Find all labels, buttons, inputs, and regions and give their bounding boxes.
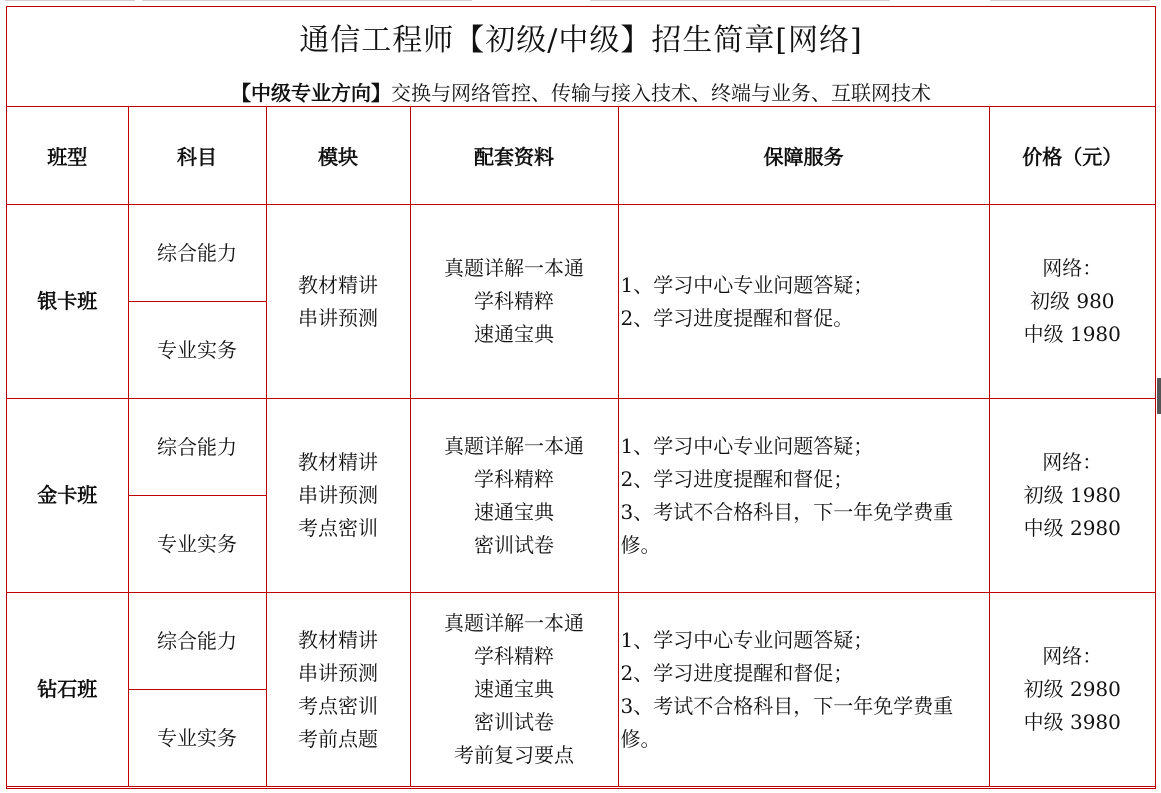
module-item: 考点密训 [298, 516, 378, 540]
table-row [7, 205, 1155, 302]
subject-cell: 专业实务 [128, 302, 266, 399]
class-name-cell: 金卡班 [7, 399, 128, 593]
class-name-cell: 银卡班 [7, 205, 128, 399]
column-header: 班型 [7, 107, 128, 205]
module-item: 考点密训 [298, 693, 378, 718]
module-item: 考前点题 [298, 726, 378, 751]
module-item: 教材精讲 [298, 627, 378, 652]
price-intermediate: 中级 1980 [1023, 322, 1121, 346]
module-item: 教材精讲 [298, 272, 378, 297]
material-item: 真题详解一本通 [444, 433, 584, 458]
price-junior: 初级 2980 [1023, 677, 1121, 701]
service-item: 1、学习中心专业问题答疑； [620, 433, 874, 458]
course-table [7, 107, 1155, 787]
column-header: 保障服务 [618, 107, 989, 205]
table-row [7, 593, 1155, 690]
service-item: 2、学习进度提醒和督促。 [620, 305, 854, 330]
module-item: 串讲预测 [298, 660, 378, 685]
table-row [7, 399, 1155, 496]
subject-cell: 专业实务 [128, 496, 266, 593]
price-intermediate: 中级 2980 [1023, 516, 1121, 540]
subtitle-text: 交换与网络管控、传输与接入技术、终端与业务、互联网技术 [391, 81, 931, 105]
module-item: 串讲预测 [298, 305, 378, 330]
service-item: 2、学习进度提醒和督促； [620, 660, 854, 685]
module-item: 串讲预测 [298, 483, 378, 507]
price-label: 网络： [1042, 256, 1103, 280]
material-item: 速通宝典 [474, 499, 554, 524]
subject-cell: 专业实务 [128, 690, 266, 787]
column-header: 配套资料 [410, 107, 618, 205]
material-item: 学科精粹 [474, 466, 554, 491]
material-item: 学科精粹 [474, 289, 554, 313]
material-item: 密训试卷 [474, 710, 554, 734]
material-item: 学科精粹 [474, 644, 554, 668]
title-block [7, 7, 1155, 107]
column-header: 模块 [266, 107, 410, 205]
service-item: 3、考试不合格科目，下一年免学费重修。 [620, 693, 954, 751]
scrollbar-marker[interactable] [1157, 378, 1161, 414]
price-label: 网络： [1042, 644, 1103, 668]
material-item: 速通宝典 [474, 322, 554, 346]
service-item: 1、学习中心专业问题答疑； [620, 272, 874, 297]
material-item: 考前复习要点 [454, 743, 574, 767]
page-subtitle [7, 79, 1155, 107]
module-item: 教材精讲 [298, 450, 378, 474]
price-cell [989, 205, 1155, 399]
brochure-document [6, 6, 1156, 789]
column-header: 价格（元） [989, 107, 1155, 205]
modules-cell [266, 205, 410, 399]
subtitle-tag: 【中级专业方向】 [231, 81, 391, 105]
service-item: 2、学习进度提醒和督促； [620, 466, 854, 491]
table-header-row [7, 107, 1155, 205]
materials-cell [410, 205, 618, 399]
price-cell [989, 399, 1155, 593]
material-item: 速通宝典 [474, 677, 554, 701]
page-title: 通信工程师【初级/中级】招生简章[网络] [299, 23, 863, 58]
modules-cell [266, 399, 410, 593]
service-item: 1、学习中心专业问题答疑； [620, 627, 874, 652]
material-item: 真题详解一本通 [444, 611, 584, 635]
price-label: 网络： [1042, 450, 1103, 474]
services-cell [618, 593, 989, 787]
services-cell [618, 205, 989, 399]
price-junior: 初级 980 [1029, 289, 1115, 313]
service-item: 3、考试不合格科目，下一年免学费重修。 [620, 499, 954, 557]
materials-cell [410, 593, 618, 787]
subject-cell: 综合能力 [128, 593, 266, 690]
column-header: 科目 [128, 107, 266, 205]
material-item: 真题详解一本通 [444, 256, 584, 280]
price-intermediate: 中级 3980 [1023, 710, 1121, 734]
class-name-cell: 钻石班 [7, 593, 128, 787]
subject-cell: 综合能力 [128, 205, 266, 302]
subject-cell: 综合能力 [128, 399, 266, 496]
price-cell [989, 593, 1155, 787]
modules-cell [266, 593, 410, 787]
material-item: 密训试卷 [474, 532, 554, 557]
materials-cell [410, 399, 618, 593]
price-junior: 初级 1980 [1023, 483, 1121, 507]
services-cell [618, 399, 989, 593]
